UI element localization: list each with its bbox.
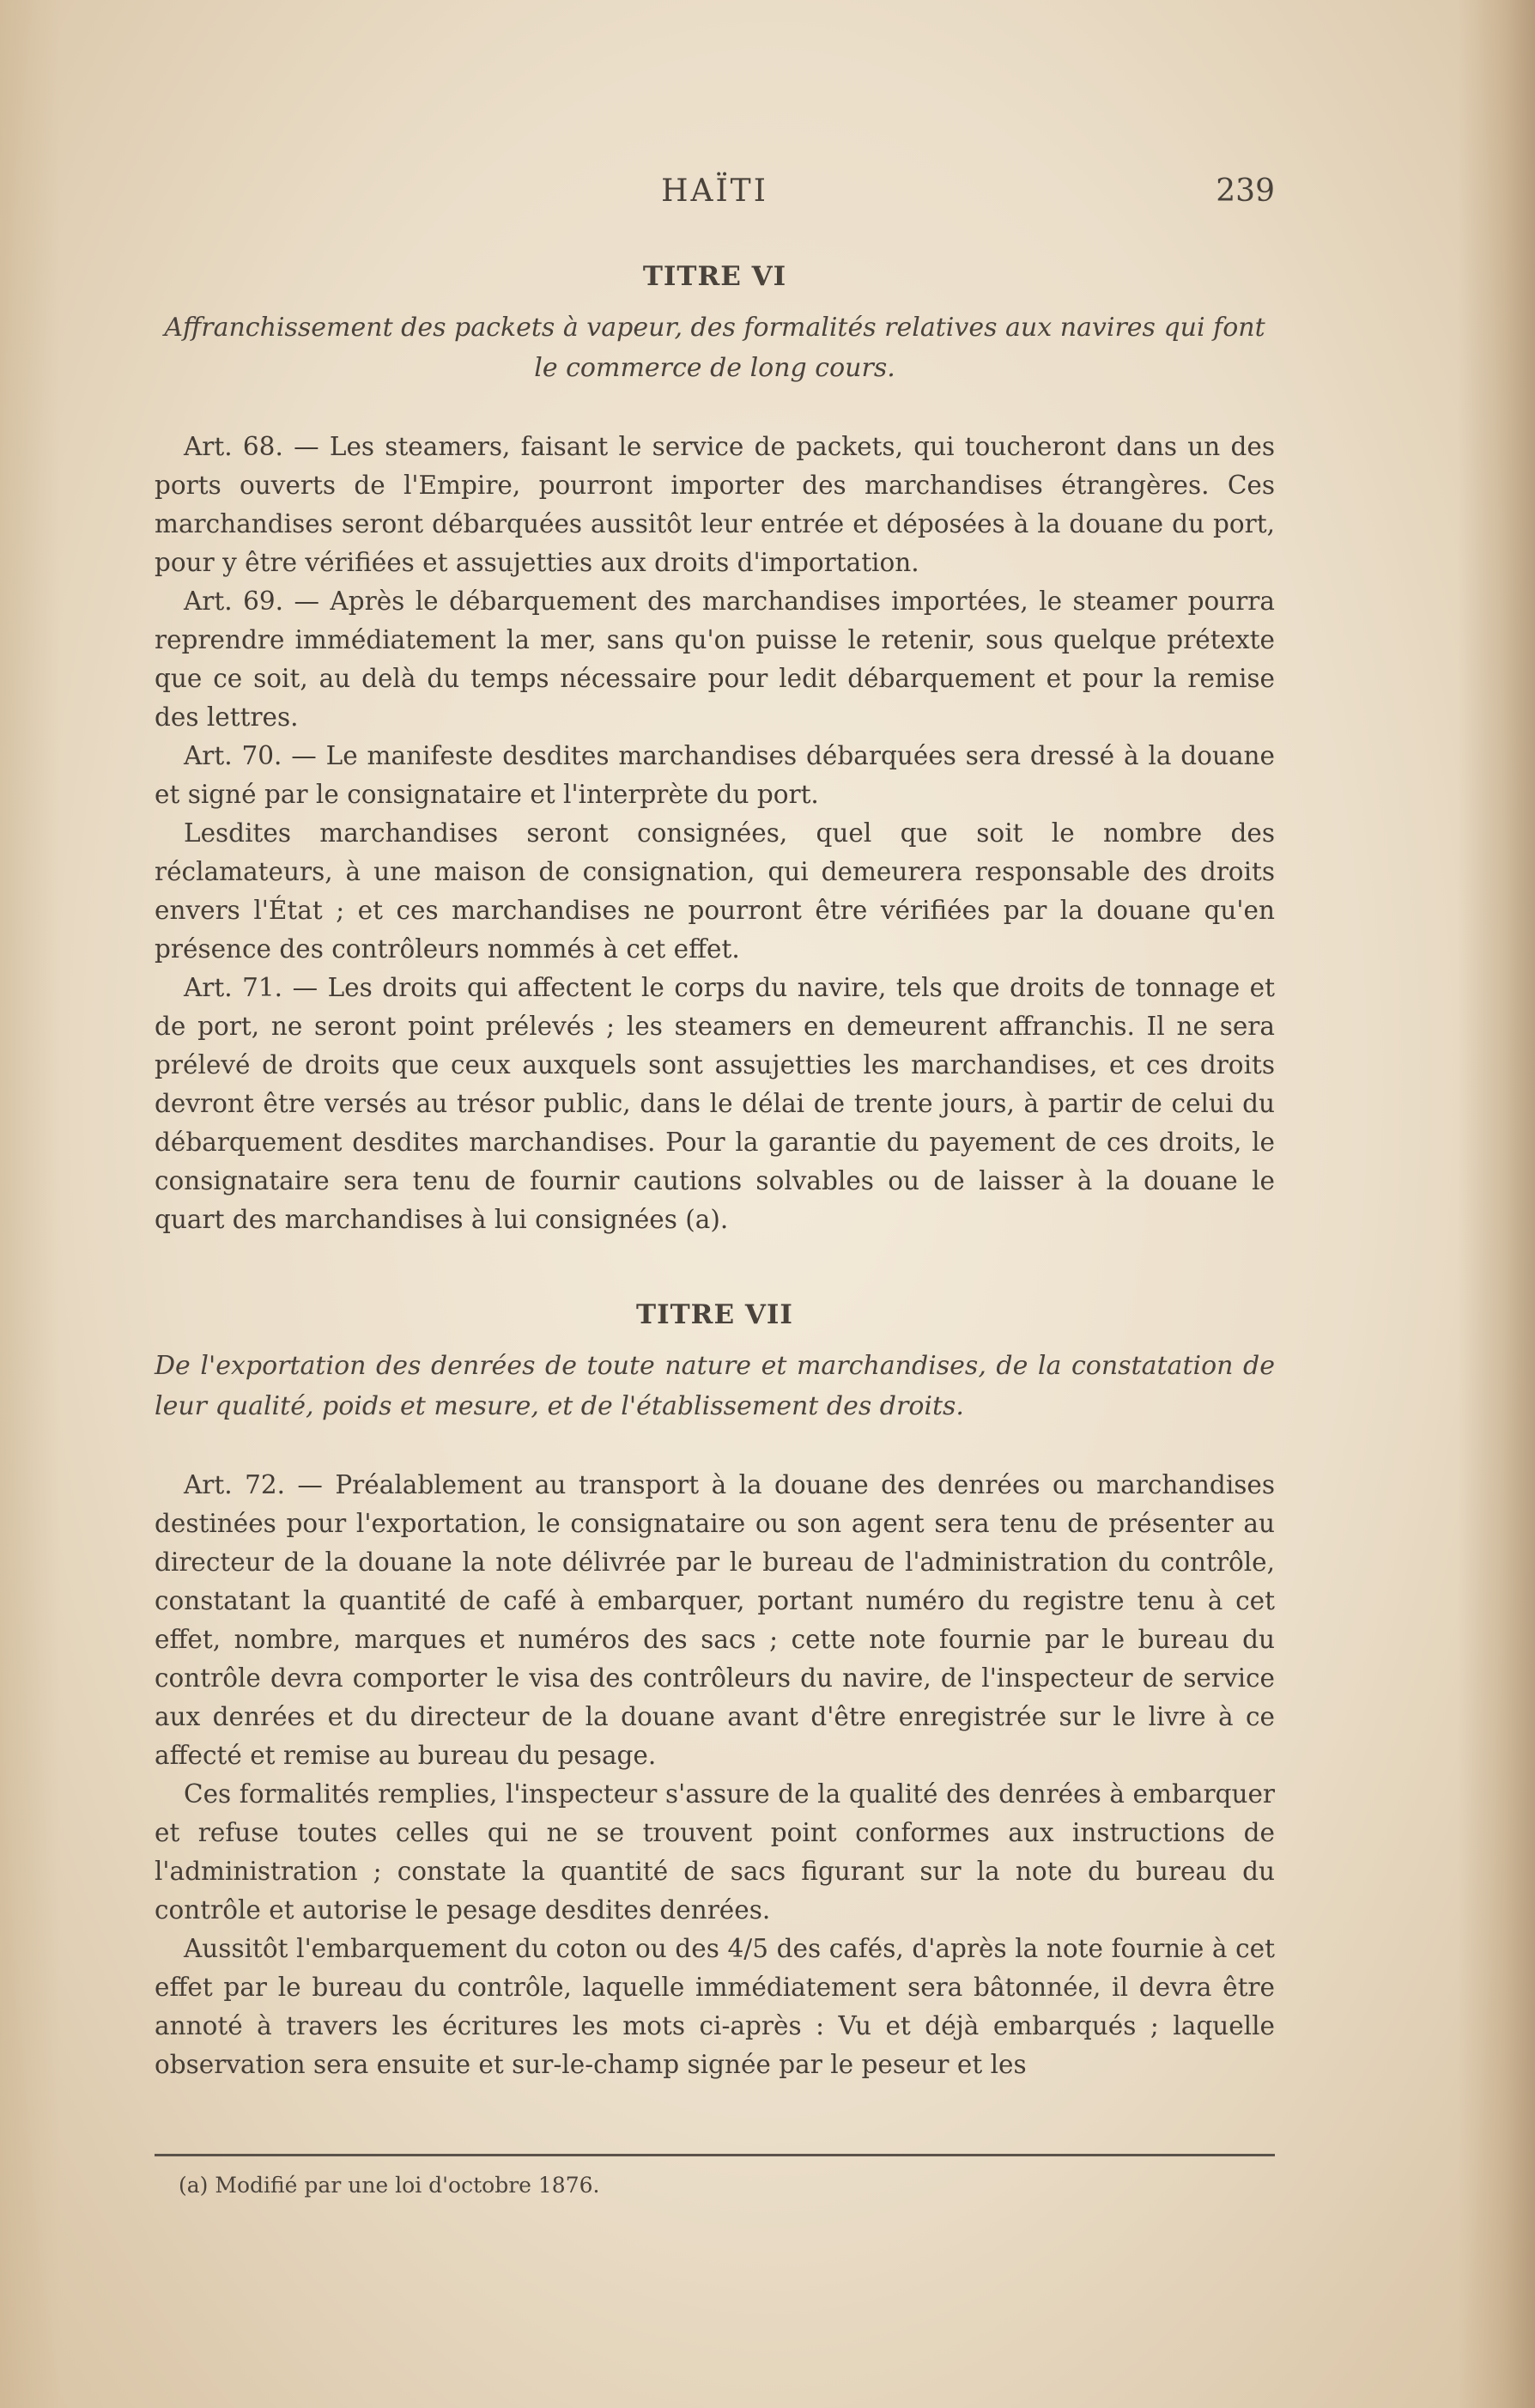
- article-72-formalites: Ces formalités remplies, l'inspecteur s'assure de la qualité des denrées à embarquer et refuse toutes celles qui ne se trouvent point conformes aux instructions de l'administration ; constate la quantité de sacs figurant sur la note du bureau du contrôle et autorise le pesage desdites denrées.: [155, 1779, 1275, 1925]
- footnote: (a) Modifié par une loi d'octobre 1876.: [179, 2173, 600, 2198]
- running-title: HAÏTI: [661, 173, 768, 209]
- article-70: Art. 70. — Le manifeste desdites marchandises débarquées sera dressé à la douane et signé par le consignataire et l'interprète du port.: [155, 741, 1275, 809]
- article-68: Art. 68. — Les steamers, faisant le service de packets, qui toucheront dans un des ports ouverts de l'Empire, pourront importer des marchandises étrangères. Ces marchandises seront débarquées aussitôt leur entrée et déposées à la douane du port, pour y être vérifiées et assujetties aux droits d'importation.: [155, 432, 1275, 577]
- section-subtitle: Affranchissement des packets à vapeur, des formalités relatives aux navires qui font le commerce de long cours.: [164, 313, 1265, 383]
- page-body: [155, 254, 1275, 2084]
- article-71: Art. 71. — Les droits qui affectent le corps du navire, tels que droits de tonnage et de port, ne seront point prélevés ; les steamers en demeurent affranchis. Il ne sera prélevé de droits que ceux auxquels sont assujetties les marchandises, et ces droits devront être versés au trésor public, dans le délai de trente jours, à partir de celui du débarquement desdites marchandises. Pour la garantie du payement de ces droits, le consignataire sera tenu de fournir cautions solvables ou de laisser à la douane le quart des marchandises à lui consignées (a).: [155, 973, 1275, 1234]
- running-head: [155, 173, 1275, 216]
- article-72-embarquement: Aussitôt l'embarquement du coton ou des 4/5 des cafés, d'après la note fournie à cet effet par le bureau du contrôle, laquelle immédiatement sera bâtonnée, il devra être annoté à travers les écritures les mots ci-après : Vu et déjà embarqués ; laquelle observation sera ensuite et sur-le-champ signée par le peseur et les: [155, 1934, 1275, 2079]
- article-70-continued: Lesdites marchandises seront consignées, quel que soit le nombre des réclamateurs, à une maison de consignation, qui demeurera responsable des droits envers l'État ; et ces marchandises ne pourront être vérifiées par la douane qu'en présence des contrôleurs nommés à cet effet.: [155, 818, 1275, 964]
- section-title: TITRE VII: [636, 1299, 793, 1330]
- paper-right-shadow: [1458, 0, 1535, 2408]
- article-72: Art. 72. — Préalablement au transport à la douane des denrées ou marchandises destinées pour l'exportation, le consignataire ou son agent sera tenu de présenter au directeur de la douane la note délivrée par le bureau de l'administration du contrôle, constatant la quantité de café à embarquer, portant numéro du registre tenu à cet effet, nombre, marques et numéros des sacs ; cette note fournie par le bureau du contrôle devra comporter le visa des contrôleurs du navire, de l'inspecteur de service aux denrées et du directeur de la douane avant d'être enregistrée sur le livre à ce affecté et remise au bureau du pesage.: [155, 1470, 1275, 1770]
- page-number: 239: [1216, 173, 1275, 209]
- footnote-divider: [155, 2154, 1275, 2156]
- section-title: TITRE VI: [642, 261, 787, 292]
- section-subtitle: De l'exportation des denrées de toute nature et marchandises, de la constatation de leur qualité, poids et mesure, et de l'établissement des droits.: [155, 1351, 1275, 1421]
- section-titre-vii: [155, 1292, 1275, 2084]
- article-69: Art. 69. — Après le débarquement des marchandises importées, le steamer pourra reprendre immédiatement la mer, sans qu'on puisse le retenir, sous quelque prétexte que ce soit, au delà du temps nécessaire pour ledit débarquement et pour la remise des lettres.: [155, 587, 1275, 732]
- section-titre-vi: [155, 254, 1275, 1239]
- paper-left-shadow: [0, 0, 60, 2408]
